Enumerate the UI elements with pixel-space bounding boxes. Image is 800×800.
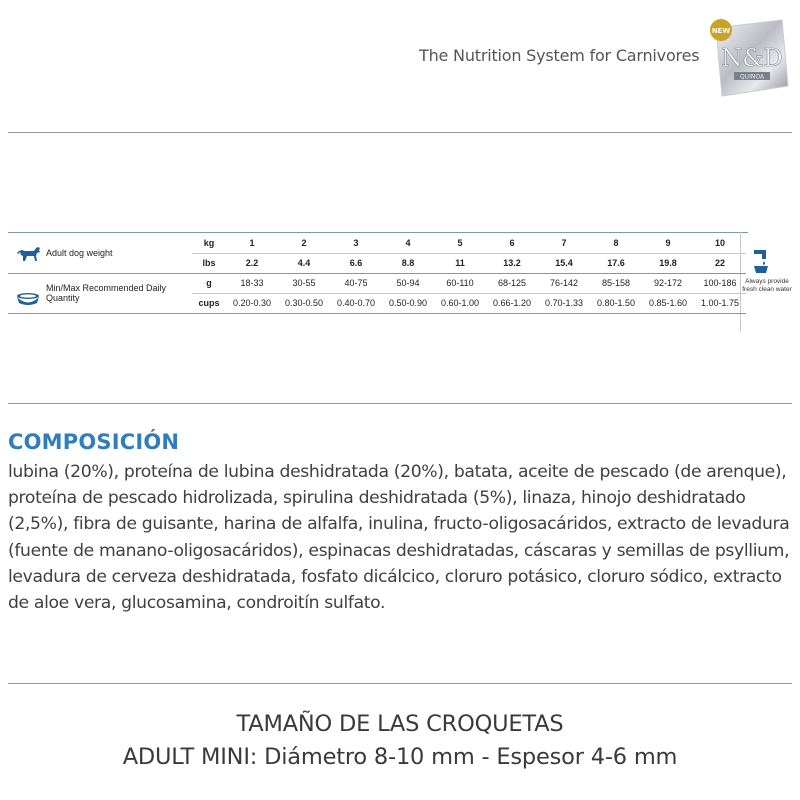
logo-text: N&D bbox=[721, 44, 783, 72]
unit-lbs: lbs bbox=[192, 253, 226, 273]
unit-g: g bbox=[192, 273, 226, 293]
lbs-cell: 6.6 bbox=[330, 253, 382, 273]
kg-cell: 5 bbox=[434, 233, 486, 253]
grams-cell: 30-55 bbox=[278, 273, 330, 293]
kg-cell: 8 bbox=[590, 233, 642, 253]
row-kg bbox=[8, 233, 746, 253]
lbs-cell: 8.8 bbox=[382, 253, 434, 273]
cups-cell: 0.85-1.60 bbox=[642, 293, 694, 313]
logo-sub: QUINOA bbox=[739, 73, 765, 81]
grams-cell: 92-172 bbox=[642, 273, 694, 293]
grams-cell: 100-186 bbox=[694, 273, 746, 293]
grams-cell: 50-94 bbox=[382, 273, 434, 293]
water-note: Always provide fresh clean water bbox=[742, 278, 792, 293]
feeding-table bbox=[8, 226, 792, 340]
lbs-cell: 4.4 bbox=[278, 253, 330, 273]
grams-cell: 85-158 bbox=[590, 273, 642, 293]
grams-cell: 60-110 bbox=[434, 273, 486, 293]
cups-cell: 0.40-0.70 bbox=[330, 293, 382, 313]
grams-cell: 40-75 bbox=[330, 273, 382, 293]
lbs-cell: 2.2 bbox=[226, 253, 278, 273]
kg-cell: 2 bbox=[278, 233, 330, 253]
lbs-cell: 13.2 bbox=[486, 253, 538, 273]
brand-tagline: The Nutrition System for Carnivores bbox=[419, 46, 700, 65]
composition-text: lubina (20%), proteína de lubina deshidratada (20%), batata, aceite de pescado (de arenque), proteína de pescado hidrolizada, spirulina deshidratada (5%), linaza, hinojo deshidratado (2,5%), fibra de guisante, harina de alfalfa, inulina, fructo-oligosacáridos, extracto de levadura (fuente de manano-oligosacáridos), espinacas deshidratadas, cáscaras y semillas de psyllium, levadura de cerveza deshidratada, fosfato dicálcico, cloruro potásico, cloruro sódico, extracto de aloe vera, glucosamina, condroitín sulfato. bbox=[8, 462, 790, 614]
quantity-label: Min/Max Recommended Daily Quantity bbox=[8, 273, 192, 313]
unit-kg: kg bbox=[192, 233, 226, 253]
brand-logo bbox=[706, 14, 792, 100]
cups-cell: 0.60-1.00 bbox=[434, 293, 486, 313]
lbs-cell: 17.6 bbox=[590, 253, 642, 273]
weight-label: Adult dog weight bbox=[8, 233, 192, 273]
divider-middle bbox=[8, 403, 792, 404]
kibble-size: ADULT MINI: Diámetro 8-10 mm - Espesor 4-6 mm bbox=[122, 744, 678, 770]
kg-cell: 10 bbox=[694, 233, 746, 253]
lbs-cell: 11 bbox=[434, 253, 486, 273]
kibble-title: TAMAÑO DE LAS CROQUETAS bbox=[236, 711, 564, 737]
water-tap-icon bbox=[752, 248, 770, 274]
logo-badge: NEW bbox=[711, 27, 731, 35]
kg-cell: 6 bbox=[486, 233, 538, 253]
composition-title: COMPOSICIÓN bbox=[8, 430, 180, 454]
kg-cell: 9 bbox=[642, 233, 694, 253]
cups-cell: 1.00-1.75 bbox=[694, 293, 746, 313]
cups-cell: 0.30-0.50 bbox=[278, 293, 330, 313]
cups-cell: 0.66-1.20 bbox=[486, 293, 538, 313]
kg-cell: 4 bbox=[382, 233, 434, 253]
cups-cell: 0.50-0.90 bbox=[382, 293, 434, 313]
row-grams bbox=[8, 273, 746, 293]
kg-cell: 1 bbox=[226, 233, 278, 253]
lbs-cell: 15.4 bbox=[538, 253, 590, 273]
divider-top bbox=[8, 132, 792, 133]
lbs-cell: 22 bbox=[694, 253, 746, 273]
unit-cups: cups bbox=[192, 293, 226, 313]
kg-cell: 7 bbox=[538, 233, 590, 253]
cups-cell: 0.70-1.33 bbox=[538, 293, 590, 313]
grams-cell: 68-125 bbox=[486, 273, 538, 293]
divider-bottom bbox=[8, 683, 792, 684]
cups-cell: 0.20-0.30 bbox=[226, 293, 278, 313]
lbs-cell: 19.8 bbox=[642, 253, 694, 273]
grams-cell: 76-142 bbox=[538, 273, 590, 293]
grams-cell: 18-33 bbox=[226, 273, 278, 293]
kg-cell: 3 bbox=[330, 233, 382, 253]
cups-cell: 0.80-1.50 bbox=[590, 293, 642, 313]
